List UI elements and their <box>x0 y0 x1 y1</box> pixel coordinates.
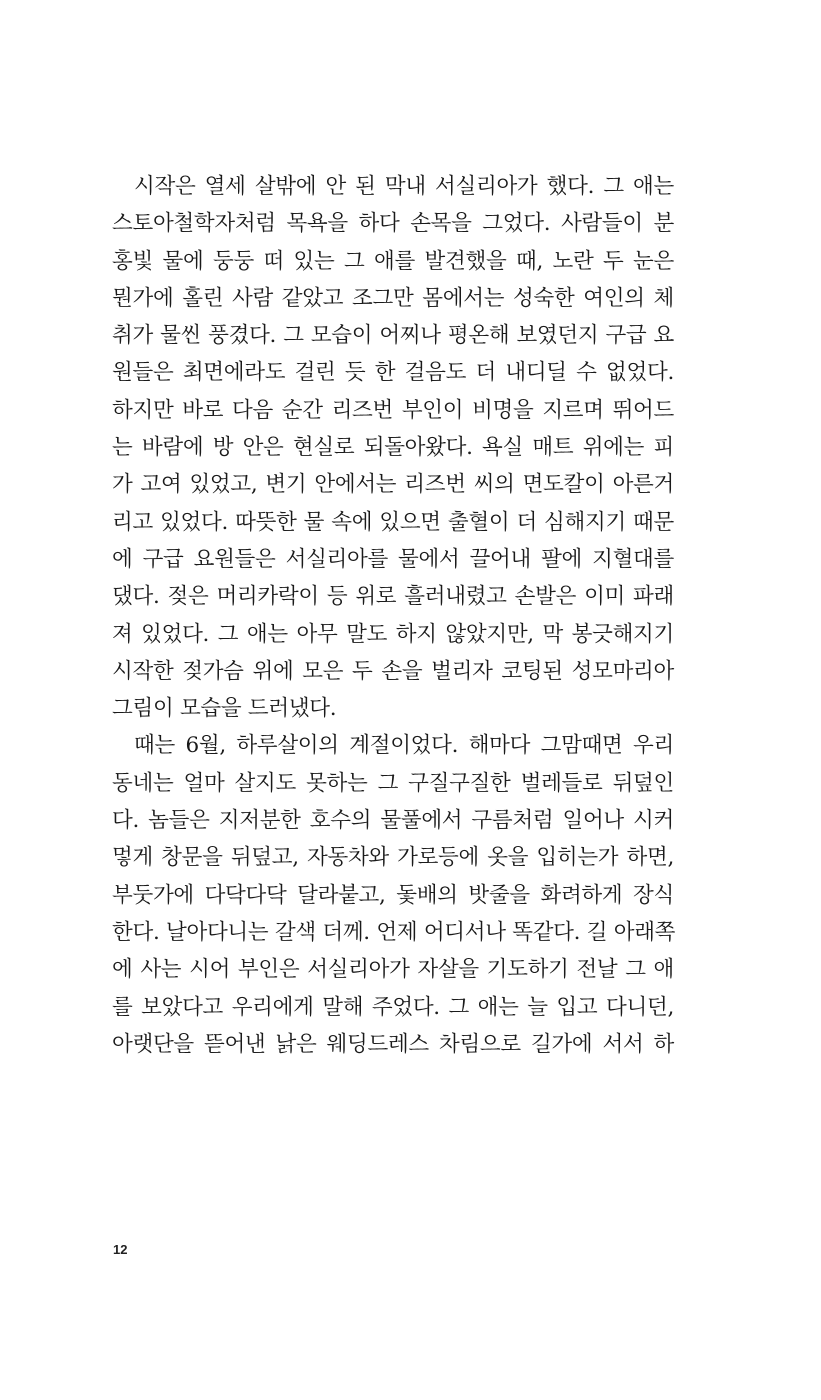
text-line: 하지만 바로 다음 순간 리즈번 부인이 비명을 지르며 뛰어드 <box>112 397 674 423</box>
text-line: 한다. 날아다니는 갈색 더께. 언제 어디서나 똑같다. 길 아래쪽 <box>112 919 676 945</box>
text-line: 스토아철학자처럼 목욕을 하다 손목을 그었다. 사람들이 분 <box>112 211 674 237</box>
page-number: 12 <box>113 1242 128 1257</box>
text-line: 원들은 최면에라도 걸린 듯 한 걸음도 더 내디딜 수 없었다. <box>112 360 674 386</box>
text-line: 동네는 얼마 살지도 못하는 그 구질구질한 벌레들로 뒤덮인 <box>112 770 674 796</box>
text-line: 시작은 열세 살밖에 안 된 막내 서실리아가 했다. 그 애는 <box>134 174 674 199</box>
body-text <box>112 168 674 1063</box>
text-line: 아랫단을 뜯어낸 낡은 웨딩드레스 차림으로 길가에 서서 하 <box>112 1031 674 1057</box>
text-line: 뭔가에 홀린 사람 같았고 조그만 몸에서는 성숙한 여인의 체 <box>112 285 674 311</box>
paragraph-1 <box>112 168 674 727</box>
text-line: 홍빛 물에 둥둥 떠 있는 그 애를 발견했을 때, 노란 두 눈은 <box>112 248 674 274</box>
text-line: 를 보았다고 우리에게 말해 주었다. 그 애는 늘 입고 다니던, <box>112 994 674 1020</box>
text-line: 에 구급 요원들은 서실리아를 물에서 끌어내 팔에 지혈대를 <box>112 546 674 572</box>
text-line: 때는 6월, 하루살이의 계절이었다. 해마다 그맘때면 우리 <box>134 733 674 759</box>
text-line: 시작한 젖가슴 위에 모은 두 손을 벌리자 코팅된 성모마리아 <box>112 658 674 684</box>
text-line: 에 사는 시어 부인은 서실리아가 자살을 기도하기 전날 그 애 <box>112 957 674 983</box>
text-line: 멓게 창문을 뒤덮고, 자동차와 가로등에 옷을 입히는가 하면, <box>112 845 674 871</box>
text-line: 취가 물씬 풍겼다. 그 모습이 어찌나 평온해 보였던지 구급 요 <box>112 323 674 349</box>
paragraph-2 <box>112 727 674 1063</box>
text-line: 가 고여 있었고, 변기 안에서는 리즈번 씨의 면도칼이 아른거 <box>112 472 674 498</box>
text-line: 다. 놈들은 지저분한 호수의 물풀에서 구름처럼 일어나 시커 <box>112 808 674 834</box>
text-line: 져 있었다. 그 애는 아무 말도 하지 않았지만, 막 봉긋해지기 <box>112 621 674 647</box>
text-line: 리고 있었다. 따뜻한 물 속에 있으면 출혈이 더 심해지기 때문 <box>112 509 674 535</box>
text-line: 부둣가에 다닥다닥 달라붙고, 돛배의 밧줄을 화려하게 장식 <box>112 882 674 908</box>
text-line: 댔다. 젖은 머리카락이 등 위로 흘러내렸고 손발은 이미 파래 <box>112 584 674 610</box>
text-line: 는 바람에 방 안은 현실로 되돌아왔다. 욕실 매트 위에는 피 <box>112 435 674 461</box>
text-line: 그림이 모습을 드러냈다. <box>112 696 337 722</box>
